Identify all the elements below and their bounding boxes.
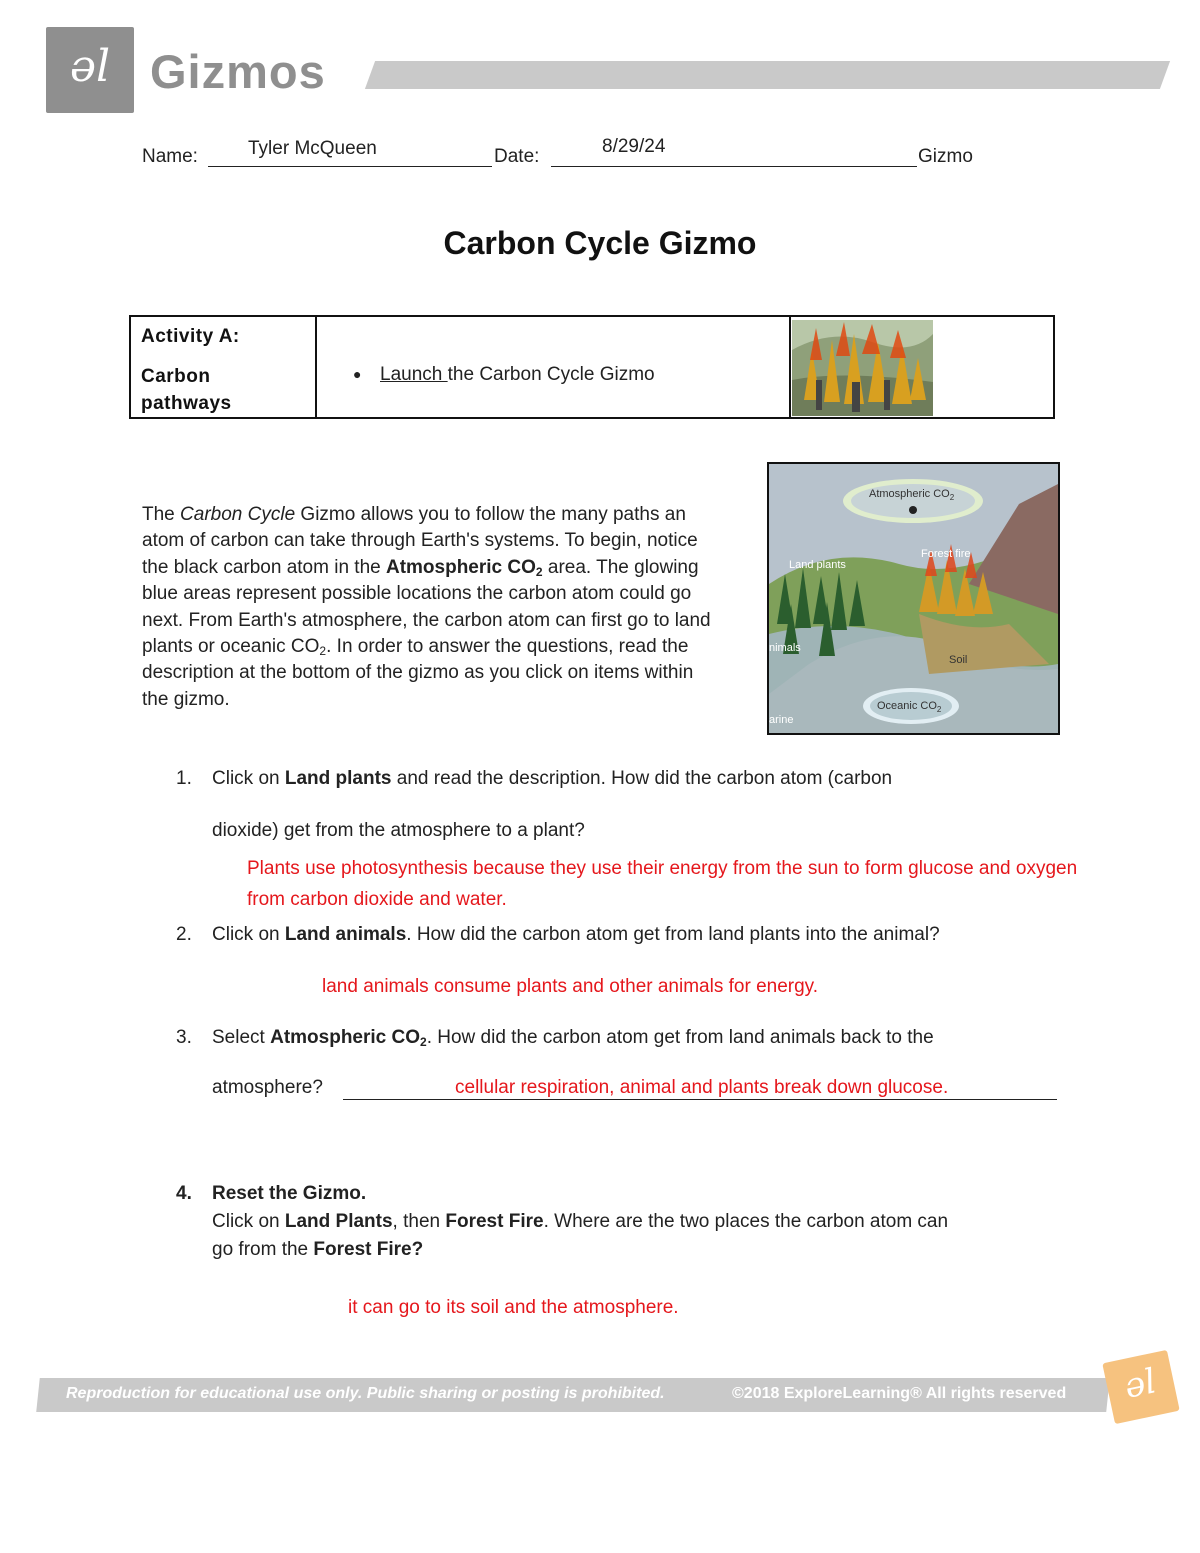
intro-paragraph: The Carbon Cycle Gizmo allows you to follow the many paths an atom of carbon can take through Earth's systems. To begin, notice the black carbon atom in the Atmospheric $CO_2$ area. The glowing blue areas represent possible locations the carbon atom could go next. From Earth's atmosphere, the carbon atom can first go to land plants or oceanic $CO_2$. In order to answer the questions, read the description at the bottom of the gizmo as you click on items within the gizmo. xyxy=(142,504,711,710)
footer-copyright: ©2018 ExploreLearning® All rights reserved xyxy=(732,1385,1067,1402)
oceanic-label[interactable]: Oceanic $CO_2$ xyxy=(877,700,942,714)
forest-fire-image xyxy=(792,320,933,416)
launch-link[interactable]: Launch xyxy=(380,364,448,385)
land-plants-label[interactable]: Land plants xyxy=(789,559,846,571)
q4-title: Reset the Gizmo. xyxy=(212,1183,367,1204)
activity-table xyxy=(129,315,1055,419)
footer-logo xyxy=(1102,1350,1179,1424)
bullet-icon: ● xyxy=(353,366,362,382)
logo-glyph: əl xyxy=(69,41,111,92)
forest-fire-thumbnail xyxy=(792,320,933,416)
carbon-cycle-diagram xyxy=(767,462,1060,735)
q3-text: Select Atmospheric $CO_2$. How did the carbon atom get from land animals back to the xyxy=(212,1027,934,1049)
q1-number: 1. xyxy=(176,768,192,789)
name-field[interactable] xyxy=(208,140,492,167)
answer-1-line-2: from carbon dioxide and water. xyxy=(247,889,507,910)
answer-3-field[interactable] xyxy=(343,1076,1057,1100)
name-label: Name: xyxy=(142,146,198,167)
atmospheric-label[interactable]: Atmospheric $CO_2$ xyxy=(869,488,955,502)
footer-logo-glyph: əl xyxy=(1121,1361,1160,1407)
answer-4: it can go to its soil and the atmosphere. xyxy=(348,1297,679,1318)
answer-2: land animals consume plants and other animals for energy. xyxy=(322,976,819,997)
launch-text: the Carbon Cycle Gizmo xyxy=(447,364,655,385)
gizmo-label: Gizmo xyxy=(918,146,973,167)
forest-fire-label[interactable]: Forest fire xyxy=(921,548,971,560)
diagram-scene xyxy=(769,464,1058,733)
name-value: Tyler McQueen xyxy=(248,138,377,159)
date-value: 8/29/24 xyxy=(602,136,666,157)
soil-label[interactable]: Soil xyxy=(949,654,968,666)
q4-text-2: go from the Forest Fire? xyxy=(212,1239,424,1260)
q1-text-2: dioxide) get from the atmosphere to a plant? xyxy=(212,820,585,841)
q4-number: 4. xyxy=(176,1183,192,1204)
activity-subheading-1: Carbon xyxy=(141,366,211,387)
q2-number: 2. xyxy=(176,924,192,945)
date-field[interactable] xyxy=(551,136,917,167)
activity-subheading-2: pathways xyxy=(141,393,232,414)
footer-notice: Reproduction for educational use only. Public sharing or posting is prohibited. xyxy=(66,1385,665,1402)
header-bar xyxy=(365,61,1170,89)
date-label: Date: xyxy=(494,146,540,167)
launch-line xyxy=(380,364,655,386)
answer-1-line-1: Plants use photosynthesis because they use their energy from the sun to form glucose and oxygen xyxy=(247,858,1078,879)
answer-3: cellular respiration, animal and plants break down glucose. xyxy=(455,1077,949,1098)
q3-number: 3. xyxy=(176,1027,192,1048)
marine-label[interactable]: arine xyxy=(769,714,794,726)
activity-heading: Activity A: xyxy=(141,326,240,347)
brand-name: Gizmos xyxy=(150,45,326,98)
page-title: Carbon Cycle Gizmo xyxy=(443,225,757,261)
q3-text-2: atmosphere? xyxy=(212,1077,323,1098)
q4-text: Click on Land Plants, then Forest Fire. Where are the two places the carbon atom can xyxy=(212,1211,949,1232)
activity-label-cell xyxy=(131,317,317,417)
activity-instruction-cell xyxy=(317,317,791,417)
animals-label[interactable]: nimals xyxy=(769,642,801,654)
q2-text: Click on Land animals. How did the carbon atom get from land plants into the animal? xyxy=(212,924,940,945)
gizmos-logo xyxy=(46,27,134,113)
q1-text: Click on Land plants and read the description. How did the carbon atom (carbon xyxy=(212,768,893,789)
